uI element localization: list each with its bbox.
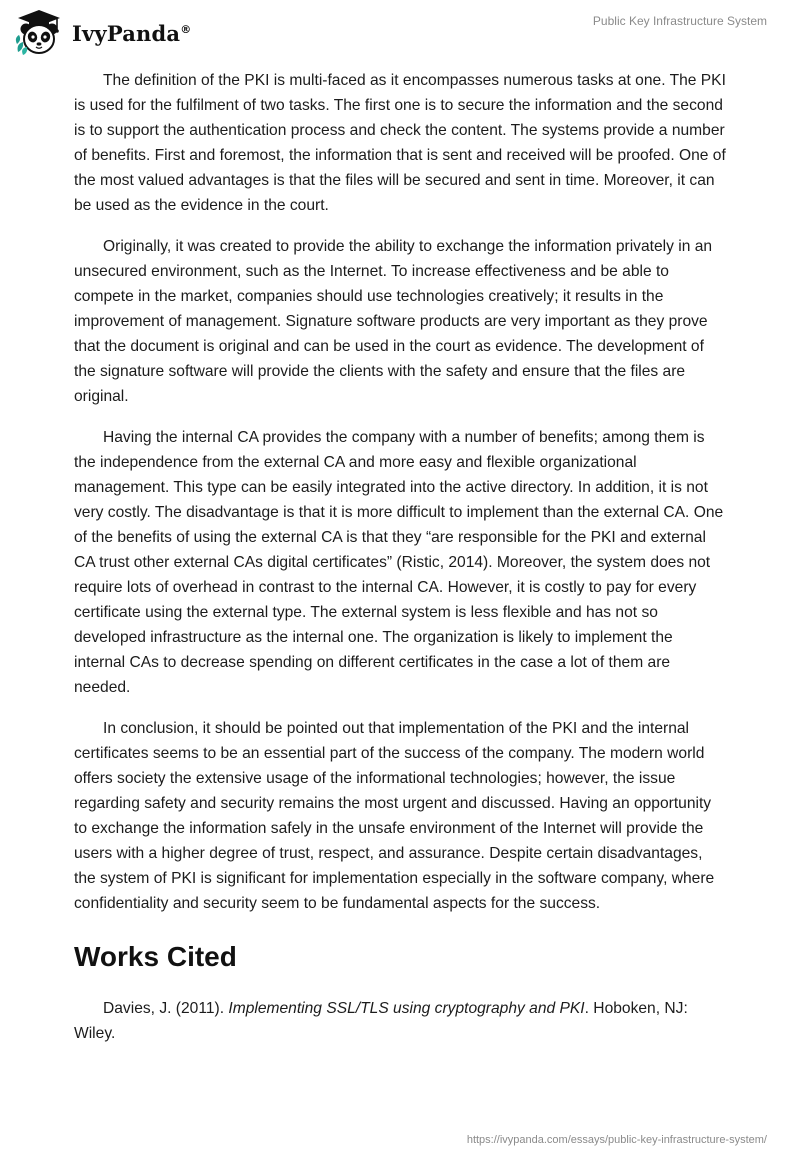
brand-name: IvyPanda® [72,20,192,46]
panda-graduate-icon [14,8,64,56]
essay-content [74,68,726,1046]
source-url[interactable]: https://ivypanda.com/essays/public-key-infrastructure-system/ [466,1134,767,1146]
citation-author-year: Davies, J. (2011). [103,1000,229,1017]
ivypanda-logo[interactable] [14,8,191,56]
page-header [0,0,800,60]
citation-title: Implementing SSL/TLS using cryptography and PKI [228,1000,585,1017]
registered-mark: ® [180,22,192,36]
body-paragraph-3: Having the internal CA provides the company with a number of benefits; among them is the independence from the external CA and more easy and flexible organizational management. This type can be easily integrated into the active directory. In addition, it is not very costly. The disadvantage is that it is more difficult to implement than the external CA. One of the benefits of using the external CA is that they “are responsible for the PKI and external CA trust other external CAs digital certificates” (Ristic, 2014). Moreover, the system does not require lots of overhead in contrast to the internal CA. However, it is costly to pay for every certificate using the external type. The external system is less flexible and has not so developed infrastructure as the internal one. The organization is likely to implement the internal CAs to decrease spending on different certificates in the case a lot of them are needed. [74,429,724,696]
body-paragraph-1: The definition of the PKI is multi-faced as it encompasses numerous tasks at one. The PKI is used for the fulfilment of two tasks. The first one is to secure the information and the second is to support the authentication process and check the content. The systems provide a number of benefits. First and foremost, the information that is sent and received will be proofed. One of the most valued advantages is that the files will be secured and sent in time. Moreover, it can be used as the evidence in the court. [74,72,726,214]
citation-entry [74,996,726,1046]
works-cited-heading: Works Cited [74,941,237,972]
document-title: Public Key Infrastructure System [592,14,767,28]
body-paragraph-4: In conclusion, it should be pointed out that implementation of the PKI and the internal certificates seems to be an essential part of the success of the company. The modern world offers society the extensive usage of the informational technologies; however, the issue regarding safety and security remains the most urgent and discussed. Having an opportunity to exchange the information safely in the unsafe environment of the Internet will provide the users with a higher degree of trust, respect, and assurance. Despite certain disadvantages, the system of PKI is significant for implementation especially in the software company, where confidentiality and security seem to be fundamental aspects for the success. [74,720,715,912]
body-paragraph-2: Originally, it was created to provide the ability to exchange the information privately in an unsecured environment, such as the Internet. To increase effectiveness and be able to compete in the market, companies should use technologies creatively; it results in the improvement of management. Signature software products are very important as they prove that the document is original and can be used in the court as evidence. The development of the signature software will provide the clients with the safety and ensure that the files are original. [74,238,713,405]
citation-publisher: . Hoboken, NJ: Wiley. [74,1000,688,1042]
